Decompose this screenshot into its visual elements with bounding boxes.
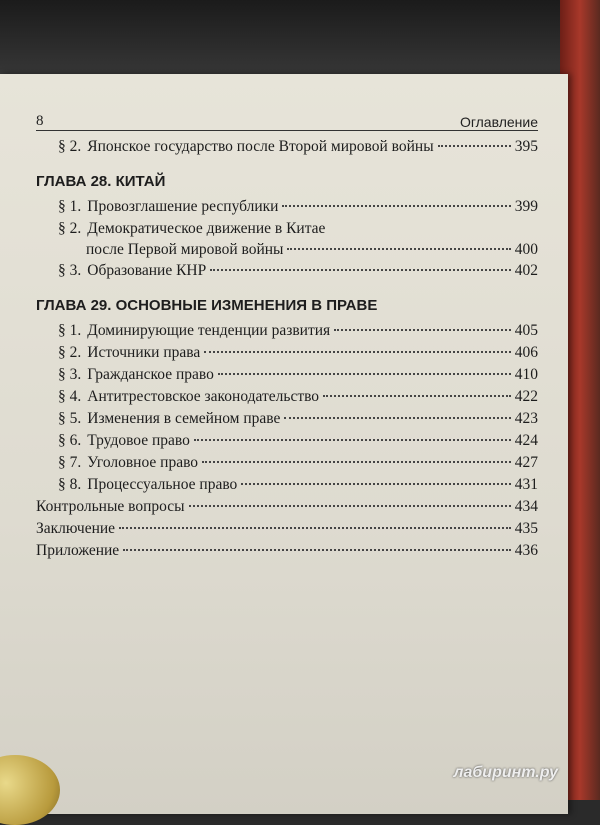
table-of-contents (36, 136, 538, 562)
page-ref: 436 (514, 542, 538, 559)
section-number: § 2. (58, 138, 82, 155)
book-page (0, 74, 568, 814)
toc-entry (36, 218, 538, 240)
section-title: Контрольные вопросы (36, 498, 185, 515)
section-title: Источники права (87, 344, 201, 361)
section-title: Гражданское право (87, 366, 214, 383)
section-number: § 1. (58, 198, 82, 215)
running-title: Оглавление (459, 114, 538, 130)
toc-entry (36, 474, 538, 496)
page-ref: 400 (514, 241, 538, 258)
page-ref: 395 (514, 138, 538, 155)
chapter-heading: ГЛАВА 29. ОСНОВНЫЕ ИЗМЕНЕНИЯ В ПРАВЕ (36, 297, 378, 314)
page-ref: 410 (514, 366, 538, 383)
leader-dots (189, 505, 511, 507)
leader-dots (282, 205, 510, 207)
page-ref: 431 (514, 476, 538, 493)
section-number: § 2. (58, 220, 82, 237)
page-number: 8 (36, 113, 44, 129)
section-title: Образование КНР (87, 262, 207, 279)
page-ref: 399 (514, 198, 538, 215)
toc-entry (36, 196, 538, 218)
toc-entry (36, 540, 538, 562)
section-title: Антитрестовское законодательство (87, 388, 320, 405)
toc-entry (36, 408, 538, 430)
section-title: Заключение (36, 520, 116, 537)
section-number: § 8. (58, 476, 82, 493)
watermark-logo: лабиринт.ру (453, 764, 558, 781)
leader-dots (323, 395, 511, 397)
leader-dots (241, 483, 510, 485)
section-number: § 5. (58, 410, 82, 427)
leader-dots (204, 351, 511, 353)
leader-dots (438, 145, 511, 147)
page-ref: 406 (514, 344, 538, 361)
section-title: Доминирующие тенденции развития (87, 322, 331, 339)
leader-dots (218, 373, 511, 375)
toc-entry-continuation (36, 240, 538, 260)
section-title: Приложение (36, 542, 120, 559)
section-title: Процессуальное право (87, 476, 238, 493)
toc-entry (36, 496, 538, 518)
page-ref: 427 (514, 454, 538, 471)
section-title: Японское государство после Второй мировой войны (87, 138, 434, 155)
toc-entry (36, 386, 538, 408)
toc-entry (36, 452, 538, 474)
page-ref: 422 (514, 388, 538, 405)
page-ref: 402 (514, 262, 538, 279)
leader-dots (210, 269, 511, 271)
section-number: § 4. (58, 388, 82, 405)
section-title: Демократическое движение в Китае (87, 220, 326, 237)
leader-dots (284, 417, 510, 419)
page-ref: 405 (514, 322, 538, 339)
section-title: Изменения в семейном праве (87, 410, 281, 427)
section-number: § 1. (58, 322, 82, 339)
section-title: Уголовное право (87, 454, 199, 471)
section-number: § 3. (58, 262, 82, 279)
section-number: § 7. (58, 454, 82, 471)
section-number: § 2. (58, 344, 82, 361)
toc-entry (36, 364, 538, 386)
section-number: § 6. (58, 432, 82, 449)
toc-entry (36, 342, 538, 364)
chapter-heading: ГЛАВА 28. КИТАЙ (36, 173, 166, 190)
leader-dots (119, 527, 511, 529)
toc-entry (36, 320, 538, 342)
section-title: Трудовое право (87, 432, 190, 449)
leader-dots (123, 549, 511, 551)
toc-entry (36, 518, 538, 540)
page-ref: 424 (514, 432, 538, 449)
toc-entry (36, 136, 538, 158)
leader-dots (334, 329, 511, 331)
toc-entry (36, 430, 538, 452)
page-ref: 423 (514, 410, 538, 427)
leader-dots (287, 248, 510, 250)
section-title: Провозглашение республики (87, 198, 279, 215)
page-header (36, 106, 538, 131)
leader-dots (194, 439, 511, 441)
section-number: § 3. (58, 366, 82, 383)
leader-dots (202, 461, 511, 463)
toc-entry (36, 260, 538, 282)
section-title-continued: после Первой мировой войны (86, 241, 284, 258)
page-ref: 434 (514, 498, 538, 515)
page-ref: 435 (514, 520, 538, 537)
